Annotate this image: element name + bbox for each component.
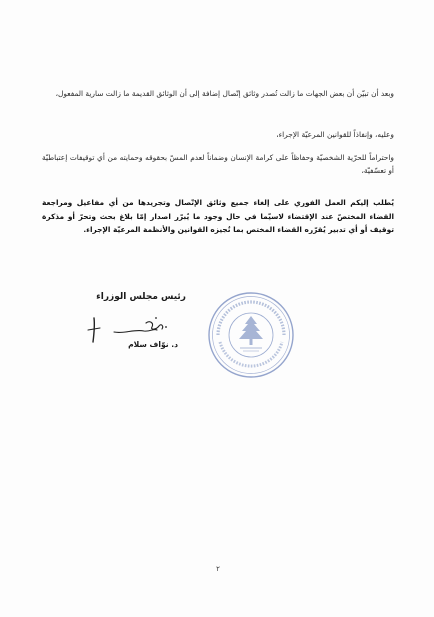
signer-name: د. نوّاف سلام (128, 340, 178, 349)
paragraph-request: يُطلب إليكم العمل الفوري على إلغاء جميع وثائق الإتّصال وتجريدها من أي مفاعيل ومراجعة القضاء المختصّ عند الإقتضاء لاسيّما في حال وجود ما يُبرّر اصدار إمّا بلاغ بحث وتحرّ أو مذكرة توقيف أو أي تدبير يُقرّره القضاء المختص بما تُجيزه القوانين والأنظمة المرعيّة الإجراء. (42, 198, 394, 235)
cedar-seal-icon (204, 290, 298, 380)
page-number: ٢ (216, 565, 220, 573)
paragraph-personal-freedom: واحتراماً للحرّية الشخصيّة وحفاظاً على كرامة الإنسان وضماناً لعدم المسّ بحقوقه وحمايته من أي توقيفات إعتباطيّة أو تعسّفيّة، (42, 153, 394, 176)
paragraph-ongoing-documents: وبعد أن تبيّن أن بعض الجهات ما زالت تُصدر وثائق إتّصال إضافة إلى أن الوثائق القديمة ما زالت سارية المفعول، (55, 89, 394, 99)
signer-title: رئيس مجلس الوزراء (96, 292, 186, 302)
paragraph-enforcement: وعليه، وإنفاذاً للقوانين المرعيّة الإجراء، (276, 130, 394, 140)
